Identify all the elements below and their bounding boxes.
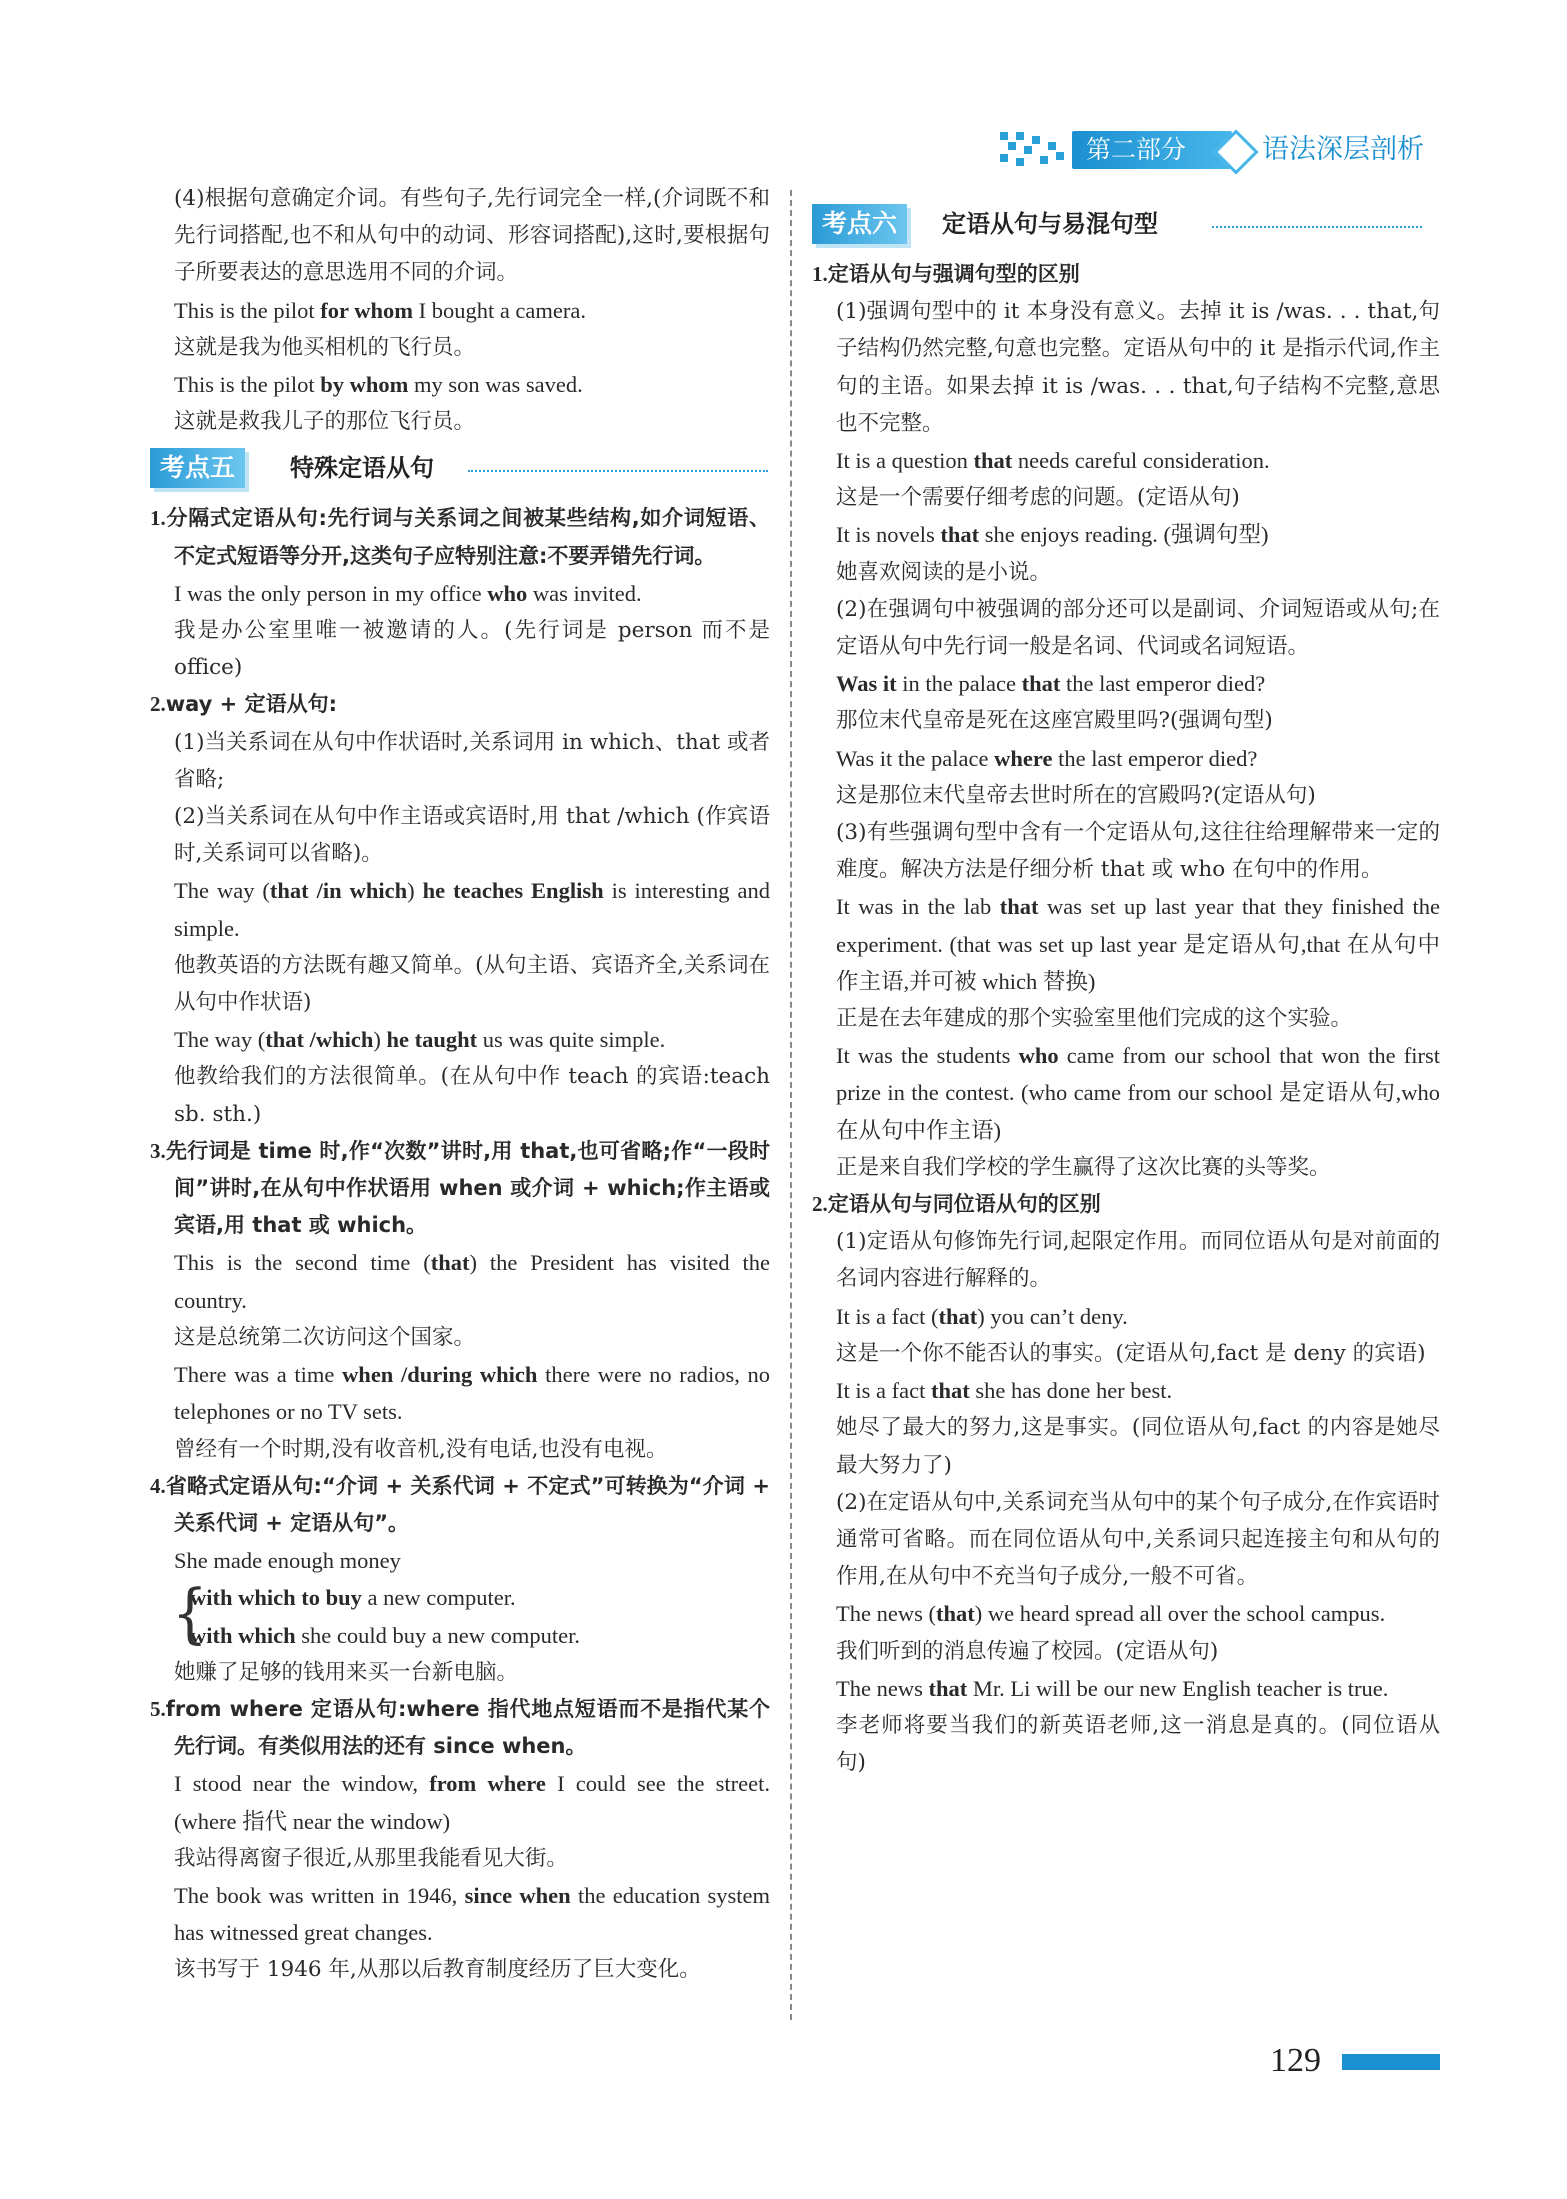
example-sentence: This is the second time (that) the President has visited the country. [174,1250,770,1313]
example-translation: 我们听到的消息传遍了校园。(定语从句) [836,1638,1219,1664]
part-label: 第二部分 [1072,131,1232,169]
example-translation: 正是来自我们学校的学生赢得了这次比赛的头等奖。 [836,1154,1331,1180]
point-heading: 1.定语从句与强调句型的区别 [812,262,1080,286]
example-translation: 我站得离窗子很近,从那里我能看见大街。 [174,1845,568,1871]
example-sentence: Was it in the palace that the last emperor died? [836,671,1266,697]
part-subtitle: 语法深层剖析 [1262,134,1424,165]
example-translation: 她赚了足够的钱用来买一台新电脑。 [174,1659,519,1685]
example-translation: 这就是救我儿子的那位飞行员。 [174,409,476,435]
left-column [150,180,770,1989]
intro-paragraph: (4)根据句意确定介词。有些句子,先行词完全一样,(介词既不和先行词搭配,也不和从句中的动词、形容词搭配),这时,要根据句子所要表达的意思选用不同的介词。 [174,186,770,286]
example-sentence: She made enough money [174,1548,401,1574]
example-sentence: The news that Mr. Li will be our new English teacher is true. [836,1675,1389,1701]
example-translation: 这是总统第二次访问这个国家。 [174,1324,476,1350]
example-sentence: The book was written in 1946, since when the education system has witnessed great changes. [174,1882,770,1946]
example-translation: 我是办公室里唯一被邀请的人。(先行词是 person 而不是 office) [174,618,770,681]
example-translation: 他教给我们的方法很简单。(在从句中作 teach 的宾语:teach sb. sth.) [174,1064,770,1127]
point-heading: 2.way + 定语从句: [150,692,337,717]
rule-paragraph: (1)定语从句修饰先行词,起限定作用。而同位语从句是对前面的名词内容进行解释的。 [836,1229,1440,1292]
example-translation: 李老师将要当我们的新英语老师,这一消息是真的。(同位语从句) [836,1712,1440,1776]
rule-paragraph: (3)有些强调句型中含有一个定语从句,这往往给理解带来一定的难度。解决方法是仔细分析 that 或 who 在句中的作用。 [836,820,1440,883]
example-sentence: It is a question that needs careful consideration. [836,448,1270,474]
section-banner-5 [150,444,770,494]
section-title: 特殊定语从句 [290,454,434,483]
example-sentence: It is novels that she enjoys reading. (强调句型) [836,522,1269,548]
example-translation: 这是一个你不能否认的事实。(定语从句,fact 是 deny 的宾语) [836,1340,1426,1366]
point-heading: 4.省略式定语从句:“介词 + 关系代词 + 不定式”可转换为“介词 + 关系代词 + 定语从句”。 [150,1473,770,1535]
example-sentence: I stood near the window, from where I could see the street. (where 指代 near the window) [174,1771,770,1834]
section-tag: 考点五 [150,448,245,488]
point-heading: 5.from where 定语从句:where 指代地点短语而不是指代某个先行词。有类似用法的还有 since when。 [150,1696,770,1759]
dotted-rule [468,470,768,472]
example-sentence: The way (that /which) he taught us was quite simple. [174,1027,666,1053]
dotted-rule [1212,226,1422,228]
example-translation: 他教英语的方法既有趣又简单。(从句主语、宾语齐全,关系词在从句中作状语) [174,952,770,1016]
point-heading: 3.先行词是 time 时,作“次数”讲时,用 that,也可省略;作“一段时间”讲时,在从句中作状语用 when 或介词 + which;作主语或宾语,用 that 或 which。 [150,1138,770,1238]
page-number-bar [1342,2054,1440,2070]
rule-paragraph: (1)强调句型中的 it 本身没有意义。去掉 it is /was. . . that,句子结构仍然完整,句意也完整。定语从句中的 it 是指示代词,作主句的主语。如果去掉 it is /was. . . that,句子结构不完整,意思也不完整。 [836,299,1440,436]
example-sentence: The news (that) we heard spread all over the school campus. [836,1601,1386,1627]
rule-paragraph: (2)在定语从句中,关系词充当从句中的某个句子成分,在作宾语时通常可省略。而在同位语从句中,关系词只起连接主句和从句的作用,在从句中不充当句子成分,一般不可省。 [836,1489,1440,1590]
section-banner-6 [812,200,1440,250]
example-sentence: This is the pilot by whom my son was saved. [174,372,583,398]
page-header [1000,128,1440,172]
example-sentence: Was it the palace where the last emperor died? [836,745,1258,771]
example-sentence: It was the students who came from our school that won the first prize in the contest. (who came from our school 是定语从句,who 在从句中作主语) [836,1043,1440,1143]
section-title: 定语从句与易混句型 [942,210,1158,238]
example-translation: 她喜欢阅读的是小说。 [836,559,1052,585]
brace-alternatives [150,1579,770,1653]
section-tag: 考点六 [812,204,907,244]
example-translation: 该书写于 1946 年,从那以后教育制度经历了巨大变化。 [174,1957,701,1983]
alternative-line: with which to buy a new computer. [190,1585,516,1611]
example-sentence: This is the pilot for whom I bought a camera. [174,297,586,323]
point-heading: 1.分隔式定语从句:先行词与关系词之间被某些结构,如介词短语、不定式短语等分开,这类句子应特别注意:不要弄错先行词。 [150,506,770,568]
brace-icon: { [172,1577,208,1653]
point-heading: 2.定语从句与同位语从句的区别 [812,1192,1101,1217]
example-sentence: It was in the lab that was set up last year that they finished the experiment. (that was set up last year 是定语从句,that 在从句中作主语,并可被 which 替换) [836,894,1440,994]
example-translation: 正是在去年建成的那个实验室里他们完成的这个实验。 [836,1006,1353,1032]
right-column [812,180,1440,1781]
example-sentence: I was the only person in my office who was invited. [174,580,642,606]
rule-paragraph: (1)当关系词在从句中作状语时,关系词用 in which、that 或者省略; [174,729,770,792]
example-sentence: It is a fact (that) you can’t deny. [836,1303,1128,1329]
example-translation: 她尽了最大的努力,这是事实。(同位语从句,fact 的内容是她尽最大努力了) [836,1415,1440,1478]
example-sentence: The way (that /in which) he teaches English is interesting and simple. [174,878,770,941]
example-translation: 曾经有一个时期,没有收音机,没有电话,也没有电视。 [174,1436,668,1462]
example-sentence: There was a time when /during which there were no radios, no telephones or no TV sets. [174,1362,771,1425]
example-sentence: It is a fact that she has done her best. [836,1378,1173,1404]
alternative-line: with which she could buy a new computer. [190,1622,580,1648]
page-number: 129 [1270,2042,1321,2079]
column-divider [790,190,792,2020]
example-translation: 这是一个需要仔细考虑的问题。(定语从句) [836,485,1240,511]
rule-paragraph: (2)在强调句中被强调的部分还可以是副词、介词短语或从句;在定语从句中先行词一般是名词、代词或名词短语。 [836,596,1440,660]
example-translation: 这就是我为他买相机的飞行员。 [174,334,476,360]
example-translation: 这是那位末代皇帝去世时所在的宫殿吗?(定语从句) [836,782,1316,808]
rule-paragraph: (2)当关系词在从句中作主语或宾语时,用 that /which (作宾语时,关系词可以省略)。 [174,804,770,867]
mosaic-icon [1000,132,1064,168]
example-translation: 那位末代皇帝是死在这座宫殿里吗?(强调句型) [836,708,1273,734]
